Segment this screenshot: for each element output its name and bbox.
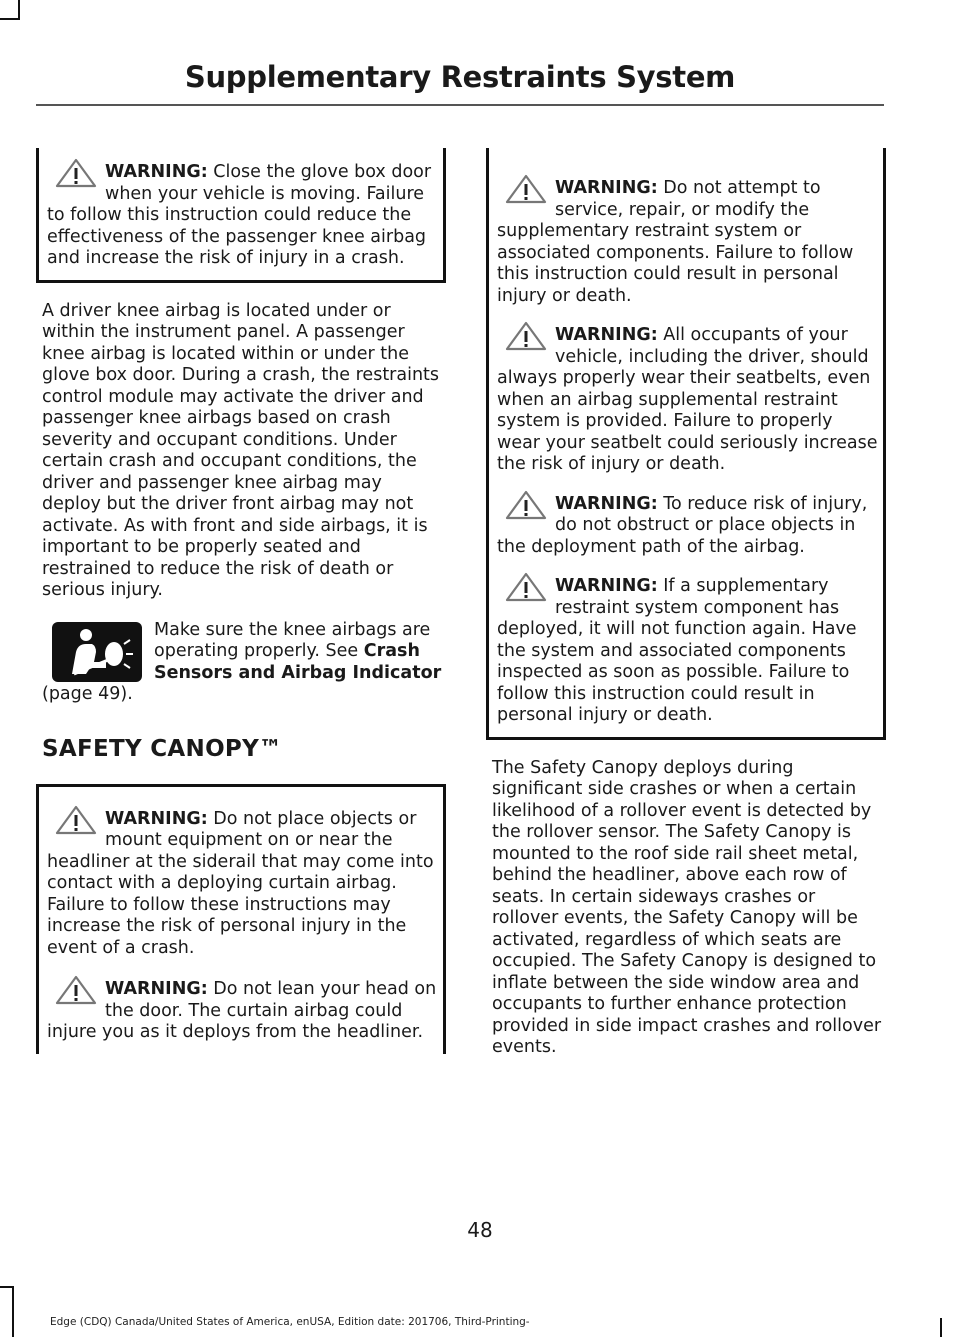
crop-mark-top-line (0, 18, 20, 20)
page-title: Supplementary Restraints System (184, 60, 736, 94)
warning-triangle-icon (503, 572, 549, 602)
warning-label: WARNING: (555, 576, 658, 596)
crash-sensors-link[interactable]: Crash Sensors and Airbag Indicator (154, 641, 442, 683)
warning-text: Do not attempt to service, repair, or modify the supplementary restraint system or associated components. Failure to follow this instruction could result in personal injury or death. (497, 178, 854, 306)
warning-triangle-icon (53, 158, 99, 188)
page-ref: (page 49). (42, 684, 133, 704)
warning-triangle-icon (53, 975, 99, 1005)
warning-label: WARNING: (105, 979, 208, 999)
warning-item (497, 494, 879, 559)
right-column (486, 148, 886, 1059)
crop-mark-bottom-right (940, 1318, 942, 1337)
header-divider (36, 104, 884, 106)
warning-item (47, 162, 439, 270)
warning-label: WARNING: (555, 178, 658, 198)
warning-item (47, 809, 439, 960)
warning-triangle-icon (53, 805, 99, 835)
warning-text: If a supplementary restraint system component has deployed, it will not function again. Have the system and associated components inspected as soon as possible. Failure to follow this instruction could result in personal injury or death. (497, 576, 857, 725)
warning-item (497, 576, 879, 727)
warning-triangle-icon (503, 174, 549, 204)
warning-label: WARNING: (105, 162, 208, 182)
crop-mark-top (18, 0, 20, 20)
warning-box (486, 148, 886, 740)
crop-mark-bottom-left (12, 1286, 14, 1337)
warning-label: WARNING: (105, 808, 208, 829)
warning-item (497, 325, 879, 476)
warning-text: To reduce risk of injury, do not obstruct or place objects in the deployment path of the airbag. (497, 493, 868, 557)
section-title-safety-canopy: SAFETY CANOPY™ (42, 735, 283, 762)
warning-triangle-icon (503, 321, 549, 351)
footer-edition: Edge (CDQ) Canada/United States of America, enUSA, Edition date: 201706, Third-Printing- (50, 1316, 530, 1328)
page-number: 48 (467, 1218, 493, 1242)
knee-airbag-paragraph: A driver knee airbag is located under or within the instrument panel. A passenger knee airbag is located within or under the glove box door. During a crash, the restraints control module may activate the driver and passenger knee airbags based on crash severity and occupant conditions. Under certain crash and occupant conditions, the driver and passenger knee airbag may deploy but the driver front airbag may not activate. As with front and side airbags, it is important to be properly seated and restrained to reduce the risk of death or serious injury. (42, 300, 440, 600)
airbag-indicator-icon (52, 622, 142, 682)
warning-item (47, 979, 439, 1044)
warning-text: Do not lean your head on the door. The curtain airbag could injure you as it deploys from the headliner. (47, 979, 437, 1042)
left-column (36, 148, 446, 1054)
warning-label: WARNING: (555, 493, 658, 514)
warning-text: All occupants of your vehicle, including the driver, should always properly wear their seatbelts, even when an airbag supplemental restraint system is provided. Failure to properly wear your seatbelt could seriously increase the risk of injury or death. (497, 325, 878, 474)
warning-label: WARNING: (555, 325, 658, 345)
warning-text: Do not place objects or mount equipment on or near the headliner at the siderail that may come into contact with a deploying curtain airbag. Failure to follow these instructions may increase the risk of personal injury in the event of a crash. (47, 808, 434, 958)
check-text: Make sure the knee airbags are operating properly. See (154, 619, 431, 661)
warning-box (36, 148, 446, 283)
warning-triangle-icon (503, 490, 549, 520)
warning-box (36, 784, 446, 1054)
warning-item (497, 178, 879, 307)
safety-canopy-paragraph: The Safety Canopy deploys during significant side crashes or when a certain likelihood of a rollover event is detected by the rollover sensor. The Safety Canopy is mounted to the roof side rail sheet metal, behind the headliner, above each row of seats. In certain sideways crashes or rollover events, the Safety Canopy will be activated, regardless of which seats are occupied. The Safety Canopy is designed to inflate between the side window area and occupants to further enhance protection provided in side impact crashes and rollover events. (492, 757, 882, 1057)
warning-text: Close the glove box door when your vehicle is moving. Failure to follow this instruction could reduce the effectiveness of the passenger knee airbag and increase the risk of injury in a crash. (47, 162, 432, 268)
knee-airbag-check-paragraph (36, 620, 446, 706)
